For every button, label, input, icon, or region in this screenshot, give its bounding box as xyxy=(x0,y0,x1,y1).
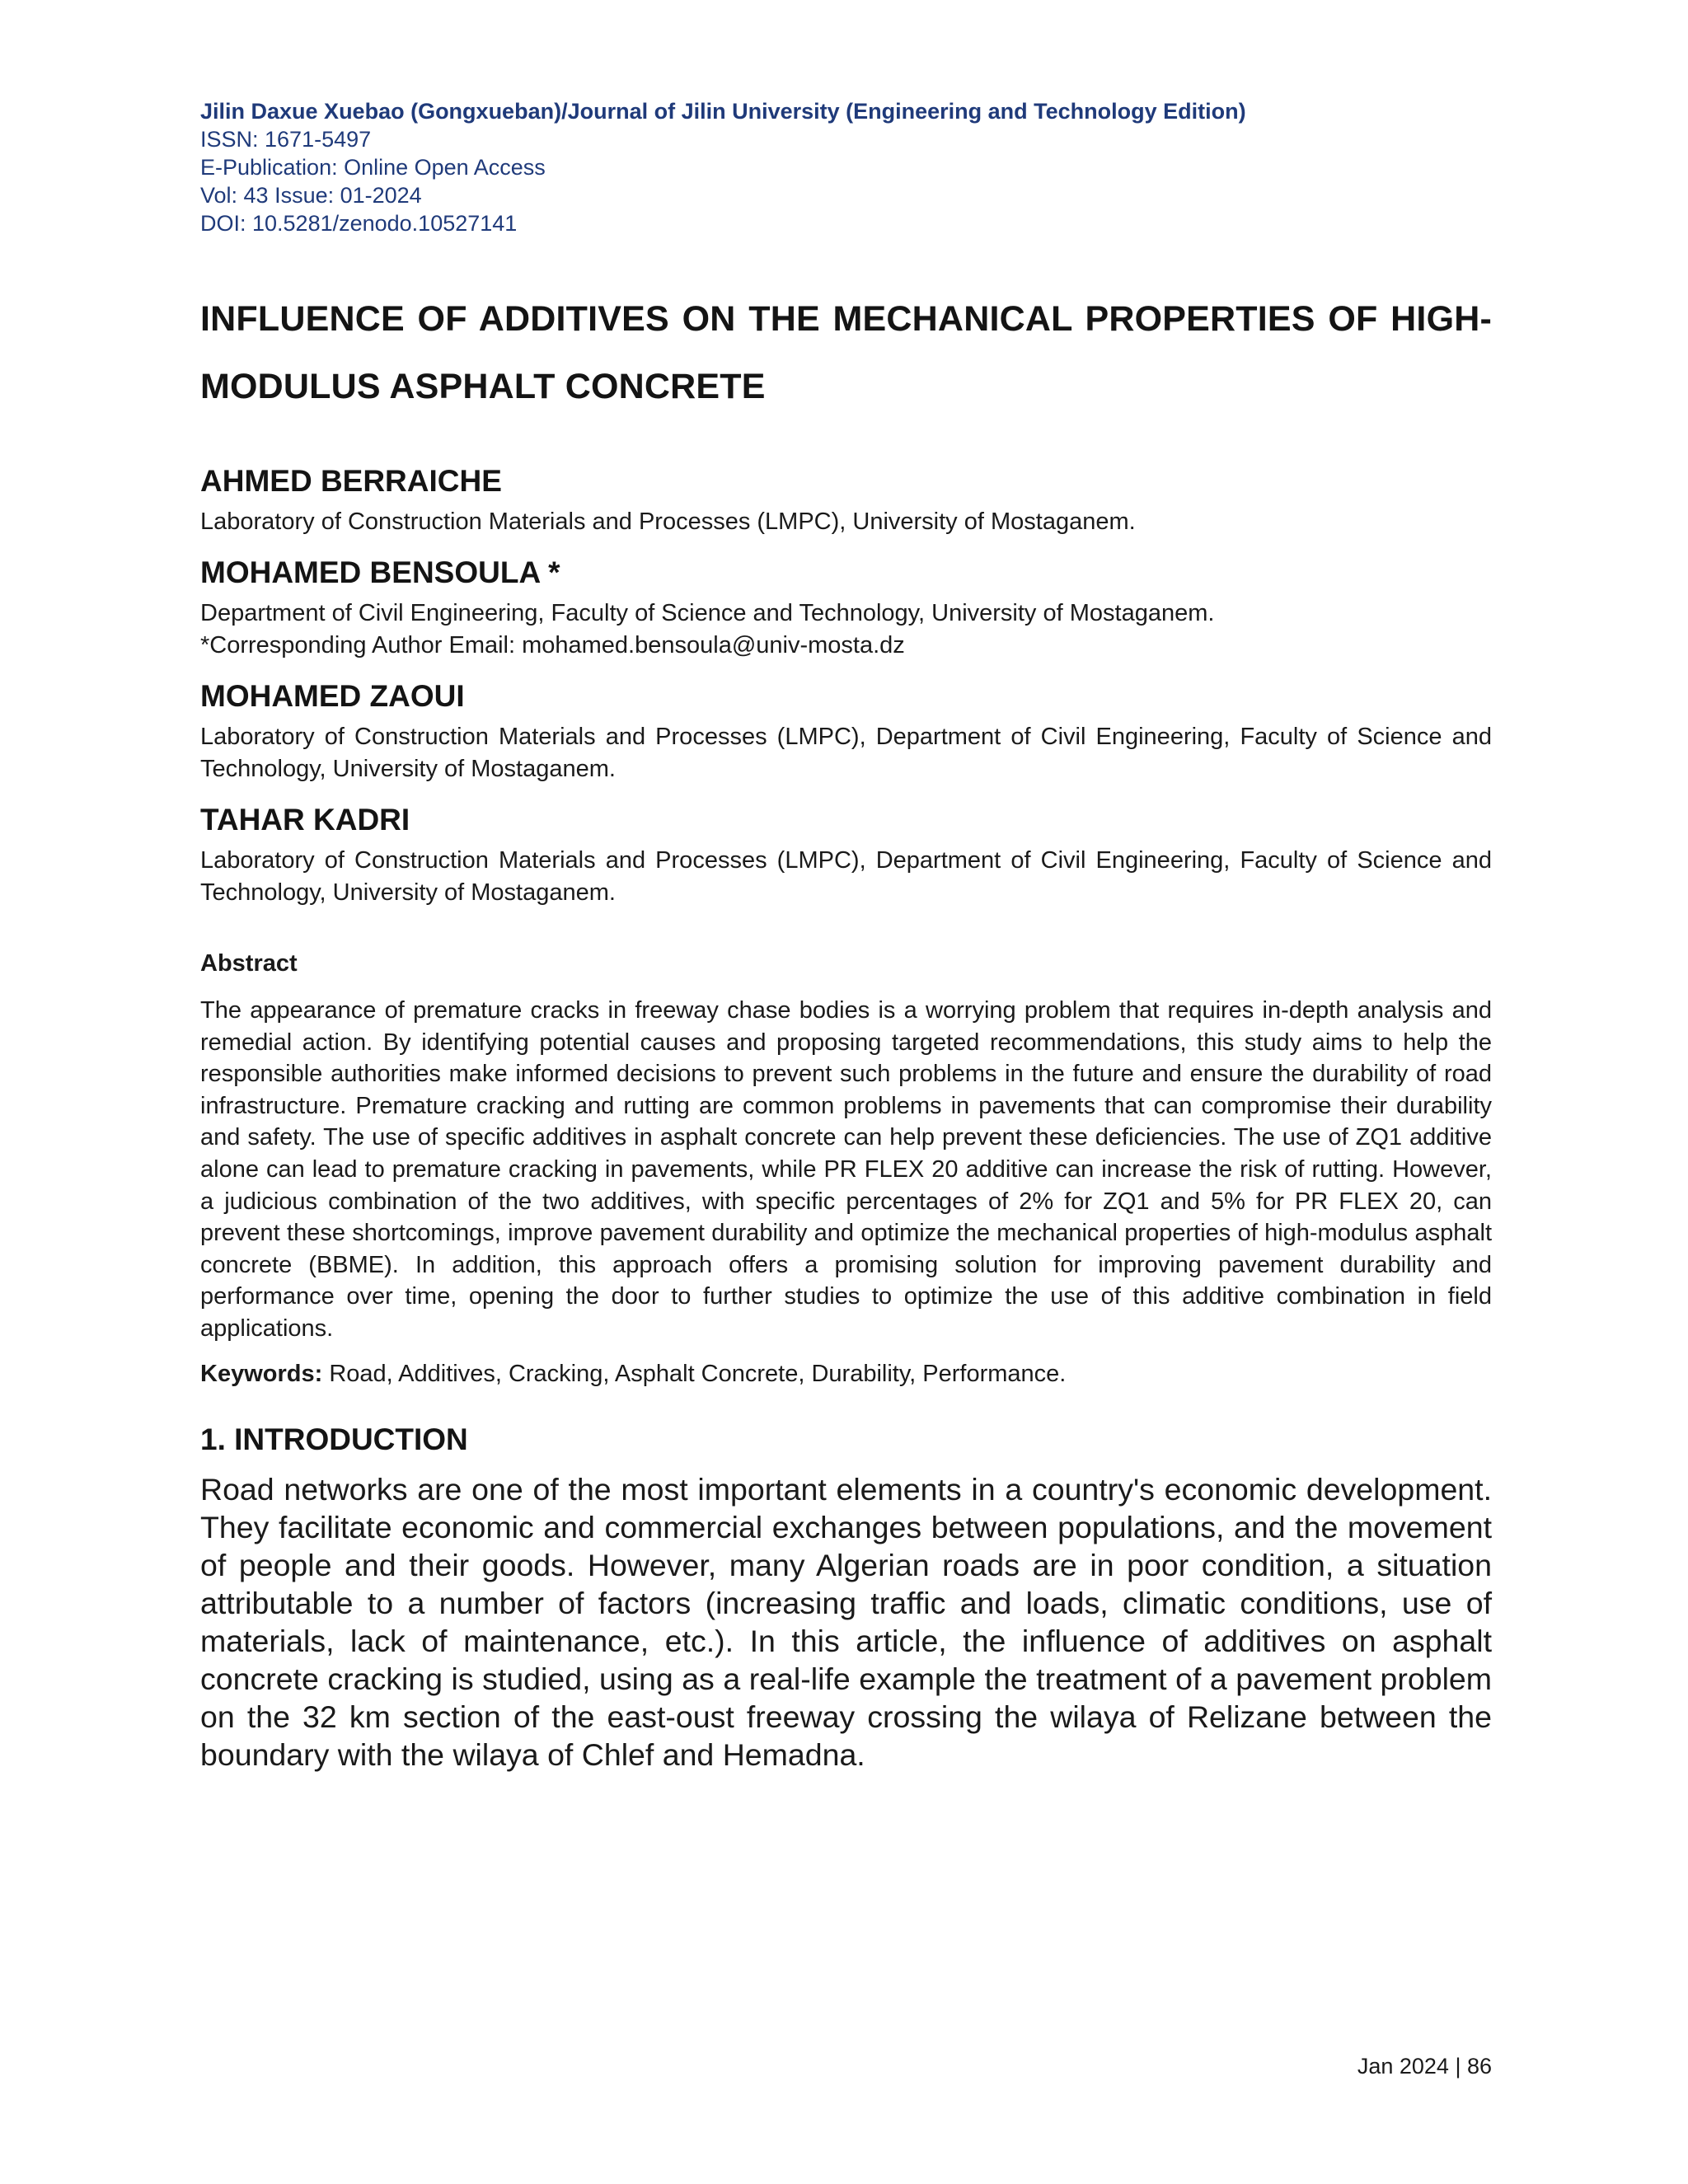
affiliation-text: Laboratory of Construction Materials and Processes (LMPC), Department of Civil Engineering, Faculty of Science and Technology, University of Mostaganem. xyxy=(200,724,1492,782)
keywords-text: Road, Additives, Cracking, Asphalt Concrete, Durability, Performance. xyxy=(322,1360,1067,1387)
author-name: MOHAMED ZAOUI xyxy=(200,679,465,713)
author-affiliation xyxy=(200,506,1492,538)
paper-title: INFLUENCE OF ADDITIVES ON THE MECHANICAL PROPERTIES OF HIGH-MODULUS ASPHALT CONCRETE xyxy=(200,299,1492,406)
journal-publication: E-Publication: Online Open Access xyxy=(200,155,546,180)
author-affiliation xyxy=(200,845,1492,909)
page-footer: Jan 2024 | 86 xyxy=(1357,2054,1492,2079)
journal-issn: ISSN: 1671-5497 xyxy=(200,127,372,152)
author-block xyxy=(200,802,1492,909)
paper-page xyxy=(200,97,1492,1774)
author-affiliation xyxy=(200,598,1492,662)
affiliation-text: Laboratory of Construction Materials and Processes (LMPC), University of Mostaganem. xyxy=(200,509,1136,535)
keywords xyxy=(200,1358,1492,1390)
abstract-text: The appearance of premature cracks in freeway chase bodies is a worrying problem that requires in-depth analysis and remedial action. By identifying potential causes and proposing targeted recommendations, this study aims to help the responsible authorities make informed decisions to prevent such problems in the future and ensure the durability of road infrastructure. Premature cracking and rutting are common problems in pavements that can compromise their durability and safety. The use of specific additives in asphalt concrete can help prevent these deficiencies. The use of ZQ1 additive alone can lead to premature cracking in pavements, while PR FLEX 20 additive can increase the risk of rutting. However, a judicious combination of the two additives, with specific percentages of 2% for ZQ1 and 5% for PR FLEX 20, can prevent these shortcomings, improve pavement durability and optimize the mechanical properties of high-modulus asphalt concrete (BBME). In addition, this approach offers a promising solution for improving pavement durability and performance over time, opening the door to further studies to optimize the use of this additive combination in field applications. xyxy=(200,997,1492,1342)
journal-name: Jilin Daxue Xuebao (Gongxueban)/Journal of Jilin University (Engineering and Technology Edition) xyxy=(200,99,1246,124)
corresponding-author-email: *Corresponding Author Email: mohamed.bensoula@univ-mosta.dz xyxy=(200,632,905,658)
keywords-label: Keywords: xyxy=(200,1360,323,1387)
author-block xyxy=(200,463,1492,538)
author-affiliation xyxy=(200,721,1492,785)
author-list xyxy=(200,463,1492,909)
author-block xyxy=(200,555,1492,662)
section-heading-introduction: 1. INTRODUCTION xyxy=(200,1422,468,1456)
journal-header xyxy=(200,97,1492,237)
journal-doi: DOI: 10.5281/zenodo.10527141 xyxy=(200,211,518,236)
author-name: TAHAR KADRI xyxy=(200,803,410,837)
author-name: MOHAMED BENSOULA * xyxy=(200,555,560,589)
author-block xyxy=(200,678,1492,785)
affiliation-text: Department of Civil Engineering, Faculty of Science and Technology, University of Mostaganem. xyxy=(200,600,1215,626)
affiliation-text: Laboratory of Construction Materials and Processes (LMPC), Department of Civil Engineering, Faculty of Science and Technology, University of Mostaganem. xyxy=(200,847,1492,906)
author-name: AHMED BERRAICHE xyxy=(200,464,502,498)
introduction-text: Road networks are one of the most important elements in a country's economic development. They facilitate economic and commercial exchanges between populations, and the movement of people and their goods. However, many Algerian roads are in poor condition, a situation attributable to a number of factors (increasing traffic and loads, climatic conditions, use of materials, lack of maintenance, etc.). In this article, the influence of additives on asphalt concrete cracking is studied, using as a real-life example the treatment of a pavement problem on the 32 km section of the east-oust freeway crossing the wilaya of Relizane between the boundary with the wilaya of Chlef and Hemadna. xyxy=(200,1471,1492,1772)
journal-volume: Vol: 43 Issue: 01-2024 xyxy=(200,183,422,208)
abstract-heading: Abstract xyxy=(200,950,298,977)
